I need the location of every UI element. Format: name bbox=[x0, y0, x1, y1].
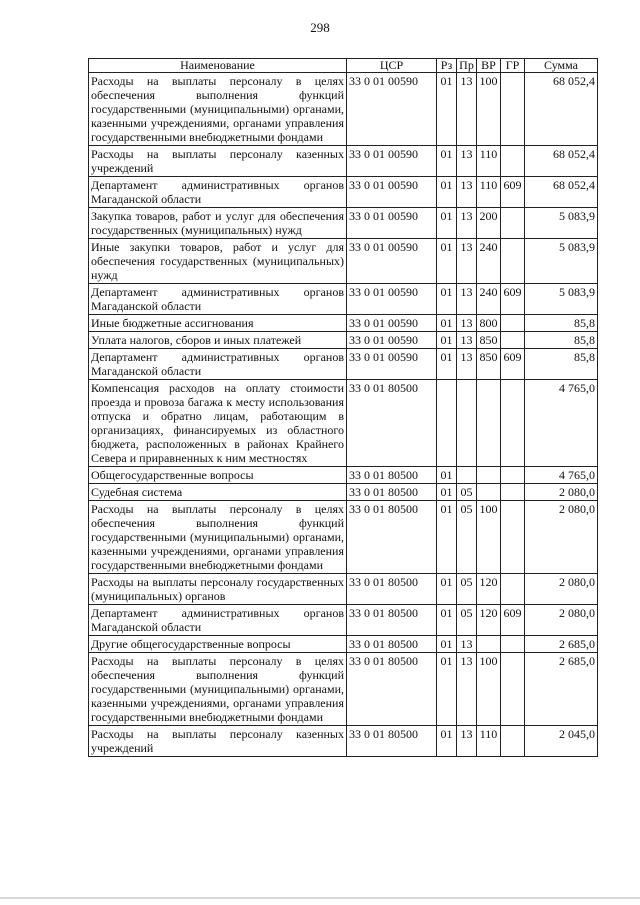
table-row bbox=[89, 501, 598, 574]
cell-pr: 13 bbox=[457, 726, 477, 757]
cell-gr bbox=[501, 726, 525, 757]
cell-vr: 120 bbox=[477, 574, 501, 605]
cell-rz: 01 bbox=[437, 605, 457, 636]
cell-pr: 13 bbox=[457, 349, 477, 380]
cell-vr: 850 bbox=[477, 349, 501, 380]
cell-csr: 33 0 01 80500 bbox=[347, 467, 437, 484]
cell-vr: 100 bbox=[477, 501, 501, 574]
cell-pr: 13 bbox=[457, 332, 477, 349]
table-row bbox=[89, 605, 598, 636]
cell-pr: 13 bbox=[457, 653, 477, 726]
cell-vr: 110 bbox=[477, 177, 501, 208]
cell-pr: 13 bbox=[457, 146, 477, 177]
cell-name: Расходы на выплаты персоналу в целях обеспечения выполнения функций государственными (муниципальными) органами, казенными учреждениями, органами управления государственными внебюджетными фондами bbox=[89, 73, 347, 146]
table-row bbox=[89, 349, 598, 380]
header-name: Наименование bbox=[89, 59, 347, 73]
table-row bbox=[89, 467, 598, 484]
table-row bbox=[89, 484, 598, 501]
header-rz: Рз bbox=[437, 59, 457, 73]
cell-sum: 5 083,9 bbox=[525, 208, 598, 239]
table-row bbox=[89, 146, 598, 177]
header-gr: ГР bbox=[501, 59, 525, 73]
cell-csr: 33 0 01 80500 bbox=[347, 605, 437, 636]
cell-name: Департамент административных органов Магаданской области bbox=[89, 605, 347, 636]
cell-rz: 01 bbox=[437, 636, 457, 653]
header-vr: ВР bbox=[477, 59, 501, 73]
cell-rz: 01 bbox=[437, 332, 457, 349]
cell-gr: 609 bbox=[501, 349, 525, 380]
cell-gr bbox=[501, 146, 525, 177]
table-row bbox=[89, 73, 598, 146]
cell-name: Уплата налогов, сборов и иных платежей bbox=[89, 332, 347, 349]
cell-sum: 2 080,0 bbox=[525, 501, 598, 574]
cell-pr: 13 bbox=[457, 636, 477, 653]
cell-pr: 13 bbox=[457, 73, 477, 146]
cell-vr bbox=[477, 467, 501, 484]
cell-name: Компенсация расходов на оплату стоимости проезда и провоза багажа к месту использования отпуска и обратно лицам, работающим в организациях, финансируемых из областного бюджета, расположенных в районах Крайнего Севера и приравненных к ним местностях bbox=[89, 380, 347, 467]
cell-name: Расходы на выплаты персоналу государственных (муниципальных) органов bbox=[89, 574, 347, 605]
cell-pr: 13 bbox=[457, 239, 477, 284]
cell-pr: 05 bbox=[457, 501, 477, 574]
cell-csr: 33 0 01 00590 bbox=[347, 332, 437, 349]
cell-gr bbox=[501, 653, 525, 726]
cell-name: Расходы на выплаты персоналу в целях обеспечения выполнения функций государственными (муниципальными) органами, казенными учреждениями, органами управления государственными внебюджетными фондами bbox=[89, 501, 347, 574]
table-row bbox=[89, 284, 598, 315]
cell-csr: 33 0 01 00590 bbox=[347, 349, 437, 380]
cell-name: Департамент административных органов Магаданской области bbox=[89, 349, 347, 380]
cell-vr: 110 bbox=[477, 726, 501, 757]
cell-sum: 2 080,0 bbox=[525, 574, 598, 605]
cell-sum: 5 083,9 bbox=[525, 284, 598, 315]
cell-gr bbox=[501, 574, 525, 605]
cell-sum: 68 052,4 bbox=[525, 177, 598, 208]
cell-csr: 33 0 01 00590 bbox=[347, 208, 437, 239]
cell-pr bbox=[457, 380, 477, 467]
header-sum: Сумма bbox=[525, 59, 598, 73]
table-row bbox=[89, 726, 598, 757]
cell-csr: 33 0 01 80500 bbox=[347, 636, 437, 653]
cell-rz: 01 bbox=[437, 73, 457, 146]
cell-sum: 4 765,0 bbox=[525, 380, 598, 467]
cell-rz: 01 bbox=[437, 484, 457, 501]
cell-csr: 33 0 01 80500 bbox=[347, 380, 437, 467]
cell-vr bbox=[477, 636, 501, 653]
cell-gr bbox=[501, 467, 525, 484]
cell-csr: 33 0 01 00590 bbox=[347, 146, 437, 177]
table-row bbox=[89, 574, 598, 605]
cell-name: Судебная система bbox=[89, 484, 347, 501]
cell-vr: 240 bbox=[477, 239, 501, 284]
cell-sum: 85,8 bbox=[525, 315, 598, 332]
header-csr: ЦСР bbox=[347, 59, 437, 73]
cell-csr: 33 0 01 00590 bbox=[347, 73, 437, 146]
table-body bbox=[89, 73, 598, 757]
cell-name: Расходы на выплаты персоналу в целях обеспечения выполнения функций государственными (муниципальными) органами, казенными учреждениями, органами управления государственными внебюджетными фондами bbox=[89, 653, 347, 726]
cell-sum: 4 765,0 bbox=[525, 467, 598, 484]
cell-sum: 68 052,4 bbox=[525, 146, 598, 177]
cell-sum: 2 685,0 bbox=[525, 636, 598, 653]
budget-table bbox=[88, 58, 598, 757]
page-edge-divider bbox=[0, 897, 640, 899]
cell-csr: 33 0 01 80500 bbox=[347, 501, 437, 574]
cell-vr bbox=[477, 484, 501, 501]
cell-rz: 01 bbox=[437, 726, 457, 757]
table-row bbox=[89, 239, 598, 284]
cell-gr bbox=[501, 484, 525, 501]
cell-csr: 33 0 01 00590 bbox=[347, 177, 437, 208]
cell-vr bbox=[477, 380, 501, 467]
cell-rz: 01 bbox=[437, 653, 457, 726]
cell-pr: 13 bbox=[457, 208, 477, 239]
cell-name: Общегосударственные вопросы bbox=[89, 467, 347, 484]
cell-name: Другие общегосударственные вопросы bbox=[89, 636, 347, 653]
cell-rz: 01 bbox=[437, 146, 457, 177]
cell-csr: 33 0 01 80500 bbox=[347, 653, 437, 726]
cell-pr bbox=[457, 467, 477, 484]
cell-rz: 01 bbox=[437, 315, 457, 332]
cell-gr bbox=[501, 73, 525, 146]
cell-sum: 2 045,0 bbox=[525, 726, 598, 757]
table-row bbox=[89, 208, 598, 239]
cell-gr: 609 bbox=[501, 284, 525, 315]
cell-vr: 100 bbox=[477, 653, 501, 726]
cell-name: Департамент административных органов Магаданской области bbox=[89, 284, 347, 315]
cell-rz: 01 bbox=[437, 349, 457, 380]
cell-sum: 5 083,9 bbox=[525, 239, 598, 284]
cell-vr: 120 bbox=[477, 605, 501, 636]
cell-sum: 2 080,0 bbox=[525, 605, 598, 636]
cell-rz: 01 bbox=[437, 239, 457, 284]
cell-sum: 2 080,0 bbox=[525, 484, 598, 501]
cell-csr: 33 0 01 80500 bbox=[347, 484, 437, 501]
cell-name: Расходы на выплаты персоналу казенных учреждений bbox=[89, 726, 347, 757]
cell-pr: 13 bbox=[457, 284, 477, 315]
cell-pr: 13 bbox=[457, 315, 477, 332]
cell-sum: 85,8 bbox=[525, 349, 598, 380]
cell-gr bbox=[501, 380, 525, 467]
cell-csr: 33 0 01 00590 bbox=[347, 284, 437, 315]
table-row bbox=[89, 315, 598, 332]
cell-vr: 800 bbox=[477, 315, 501, 332]
cell-sum: 68 052,4 bbox=[525, 73, 598, 146]
cell-vr: 200 bbox=[477, 208, 501, 239]
cell-csr: 33 0 01 00590 bbox=[347, 239, 437, 284]
cell-name: Иные закупки товаров, работ и услуг для обеспечения государственных (муниципальных) нужд bbox=[89, 239, 347, 284]
table-row bbox=[89, 636, 598, 653]
cell-pr: 05 bbox=[457, 574, 477, 605]
cell-name: Департамент административных органов Магаданской области bbox=[89, 177, 347, 208]
cell-gr bbox=[501, 315, 525, 332]
table-row bbox=[89, 653, 598, 726]
cell-gr bbox=[501, 636, 525, 653]
cell-rz bbox=[437, 380, 457, 467]
cell-pr: 13 bbox=[457, 177, 477, 208]
cell-vr: 850 bbox=[477, 332, 501, 349]
cell-rz: 01 bbox=[437, 177, 457, 208]
cell-rz: 01 bbox=[437, 284, 457, 315]
cell-vr: 240 bbox=[477, 284, 501, 315]
table-row bbox=[89, 380, 598, 467]
cell-gr: 609 bbox=[501, 605, 525, 636]
cell-gr bbox=[501, 208, 525, 239]
cell-gr: 609 bbox=[501, 177, 525, 208]
cell-rz: 01 bbox=[437, 467, 457, 484]
table-row bbox=[89, 332, 598, 349]
cell-name: Закупка товаров, работ и услуг для обеспечения государственных (муниципальных) нужд bbox=[89, 208, 347, 239]
table-row bbox=[89, 177, 598, 208]
cell-rz: 01 bbox=[437, 574, 457, 605]
cell-rz: 01 bbox=[437, 501, 457, 574]
cell-sum: 2 685,0 bbox=[525, 653, 598, 726]
cell-gr bbox=[501, 501, 525, 574]
cell-csr: 33 0 01 00590 bbox=[347, 315, 437, 332]
cell-vr: 110 bbox=[477, 146, 501, 177]
cell-csr: 33 0 01 80500 bbox=[347, 726, 437, 757]
cell-vr: 100 bbox=[477, 73, 501, 146]
cell-name: Расходы на выплаты персоналу казенных учреждений bbox=[89, 146, 347, 177]
table-header-row bbox=[89, 59, 598, 73]
cell-gr bbox=[501, 239, 525, 284]
cell-gr bbox=[501, 332, 525, 349]
cell-pr: 05 bbox=[457, 484, 477, 501]
header-pr: Пр bbox=[457, 59, 477, 73]
cell-pr: 05 bbox=[457, 605, 477, 636]
cell-rz: 01 bbox=[437, 208, 457, 239]
cell-name: Иные бюджетные ассигнования bbox=[89, 315, 347, 332]
page-number: 298 bbox=[310, 20, 330, 35]
cell-sum: 85,8 bbox=[525, 332, 598, 349]
cell-csr: 33 0 01 80500 bbox=[347, 574, 437, 605]
